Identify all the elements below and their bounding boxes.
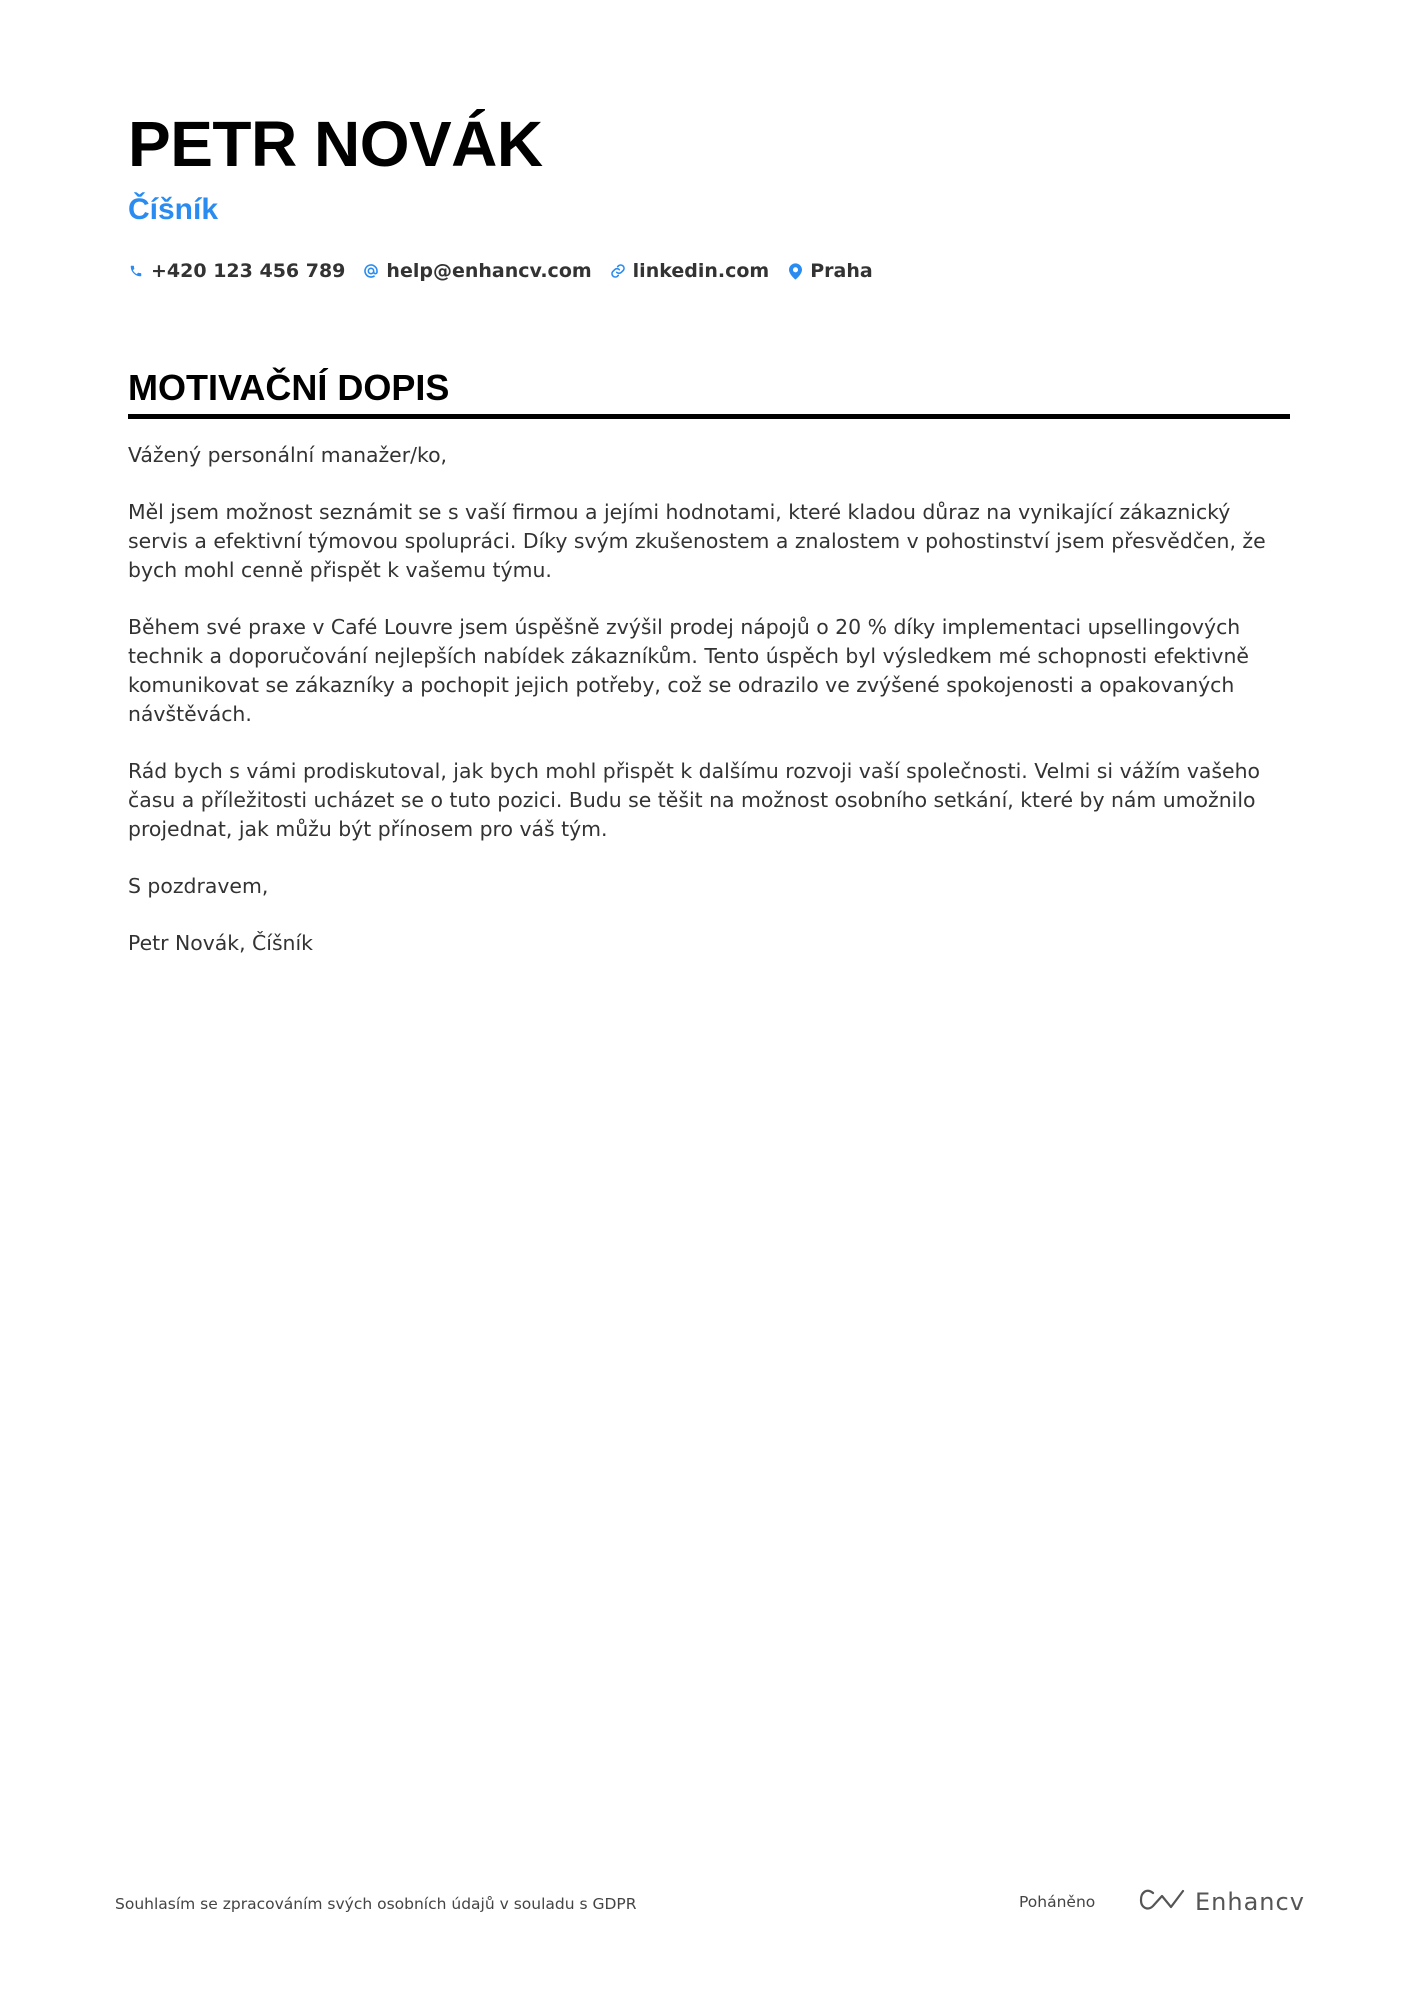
letter-body bbox=[128, 441, 1290, 958]
enhancv-brand[interactable] bbox=[1139, 1887, 1305, 1917]
brand-name: Enhancv bbox=[1195, 1888, 1305, 1916]
letter-paragraph-2: Během své praxe v Café Louvre jsem úspěšně zvýšil prodej nápojů o 20 % díky implementaci upsellingových technik a doporučování nejlepších nabídek zákazníkům. Tento úspěch byl výsledkem mé schopnosti efektivně komunikovat se zákazníky a pochopit jejich potřeby, což se odrazilo ve zvýšené spokojenosti a opakovaných návštěvách. bbox=[128, 615, 1249, 726]
letter-closing: S pozdravem, bbox=[128, 874, 269, 898]
contact-linkedin[interactable] bbox=[610, 260, 770, 282]
powered-by-label: Poháněno bbox=[1019, 1893, 1096, 1911]
header bbox=[128, 104, 1288, 286]
cover-letter-section bbox=[128, 366, 1290, 986]
phone-icon bbox=[128, 262, 144, 280]
letter-paragraph-3: Rád bych s vámi prodiskutoval, jak bych mohl přispět k dalšímu rozvoji vaší společnosti. Velmi si vážím vašeho času a příležitosti ucházet se o tuto pozici. Budu se těšit na možnost osobního setkání, které by nám umožnilo projednat, jak můžu být přínosem pro váš tým. bbox=[128, 759, 1260, 841]
contact-location-text: Praha bbox=[810, 260, 873, 282]
contact-email[interactable] bbox=[363, 260, 591, 282]
contact-email-text[interactable]: help@enhancv.com bbox=[386, 260, 592, 282]
contact-bar bbox=[128, 256, 1288, 286]
contact-location bbox=[787, 260, 872, 282]
at-icon bbox=[363, 262, 379, 280]
link-icon bbox=[610, 262, 626, 280]
contact-phone-text: +420 123 456 789 bbox=[151, 260, 346, 282]
section-title: MOTIVAČNÍ DOPIS bbox=[128, 366, 1290, 419]
job-title: Číšník bbox=[128, 193, 219, 226]
contact-phone bbox=[128, 260, 345, 282]
location-icon bbox=[787, 262, 803, 280]
contact-linkedin-text[interactable]: linkedin.com bbox=[632, 260, 770, 282]
enhancv-logo-icon bbox=[1139, 1887, 1185, 1917]
letter-paragraph-1: Měl jsem možnost seznámit se s vaší firmou a jejími hodnotami, které kladou důraz na vynikající zákaznický servis a efektivní týmovou spolupráci. Díky svým zkušenostem a znalostem v pohostinství jsem přesvědčen, že bych mohl cenně přispět k vašemu týmu. bbox=[128, 500, 1266, 582]
letter-signature: Petr Novák, Číšník bbox=[128, 931, 313, 955]
footer bbox=[115, 1885, 1305, 1925]
gdpr-consent-text: Souhlasím se zpracováním svých osobních údajů v souladu s GDPR bbox=[115, 1895, 637, 1913]
candidate-name: PETR NOVÁK bbox=[128, 108, 543, 180]
letter-greeting: Vážený personální manažer/ko, bbox=[128, 443, 448, 467]
